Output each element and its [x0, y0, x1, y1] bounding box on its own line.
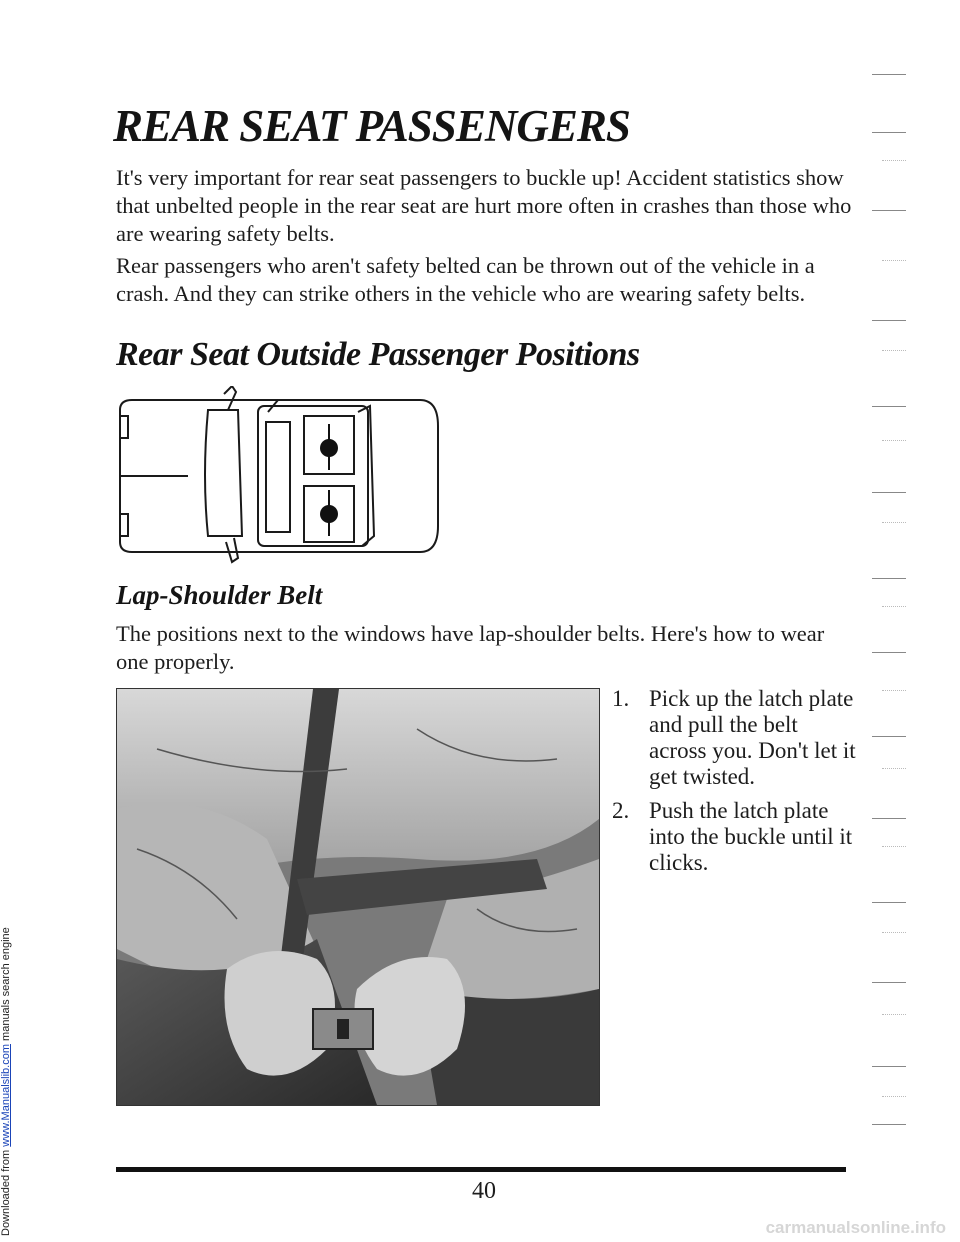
section-heading: Rear Seat Outside Passenger Positions: [116, 336, 640, 373]
car-seat-diagram: [108, 386, 444, 566]
page-edge-tabs: [872, 60, 932, 1180]
intro-paragraph-2: Rear passengers who aren't safety belted can be thrown out of the vehicle in a crash. And they can strike others in the vehicle who are wearing safety belts.: [116, 253, 815, 306]
banner-prefix: Downloaded from: [0, 1146, 12, 1236]
seat-belt-illustration: [117, 689, 599, 1105]
download-banner-text: [0, 927, 12, 1236]
watermark: carmanualsonline.info: [765, 1218, 946, 1237]
manualslib-link[interactable]: www.Manualslib.com: [0, 1044, 12, 1147]
subsection-intro: The positions next to the windows have lap-shoulder belts. Here's how to wear one properly.: [116, 621, 825, 674]
steps-list: [606, 686, 856, 884]
step-1-number: 1.: [612, 686, 630, 711]
step-1: [606, 686, 856, 790]
step-2-text: Push the latch plate into the buckle until it clicks.: [649, 798, 853, 875]
intro-paragraph-1: It's very important for rear seat passengers to buckle up! Accident statistics show that unbelted people in the rear seat are hurt more often in crashes than those who are wearing safety belts.: [116, 165, 852, 246]
step-2-number: 2.: [612, 798, 630, 823]
step-2: [606, 798, 856, 876]
download-banner: [0, 0, 12, 1242]
banner-suffix: manuals search engine: [0, 927, 12, 1045]
subsection-heading: Lap-Shoulder Belt: [116, 580, 323, 610]
page-number: 40: [472, 1178, 496, 1204]
step-1-text: Pick up the latch plate and pull the belt across you. Don't let it get twisted.: [649, 686, 856, 789]
seat-belt-photo: [116, 688, 600, 1106]
page-heading: REAR SEAT PASSENGERS: [113, 101, 630, 151]
footer-rule: [116, 1167, 846, 1172]
